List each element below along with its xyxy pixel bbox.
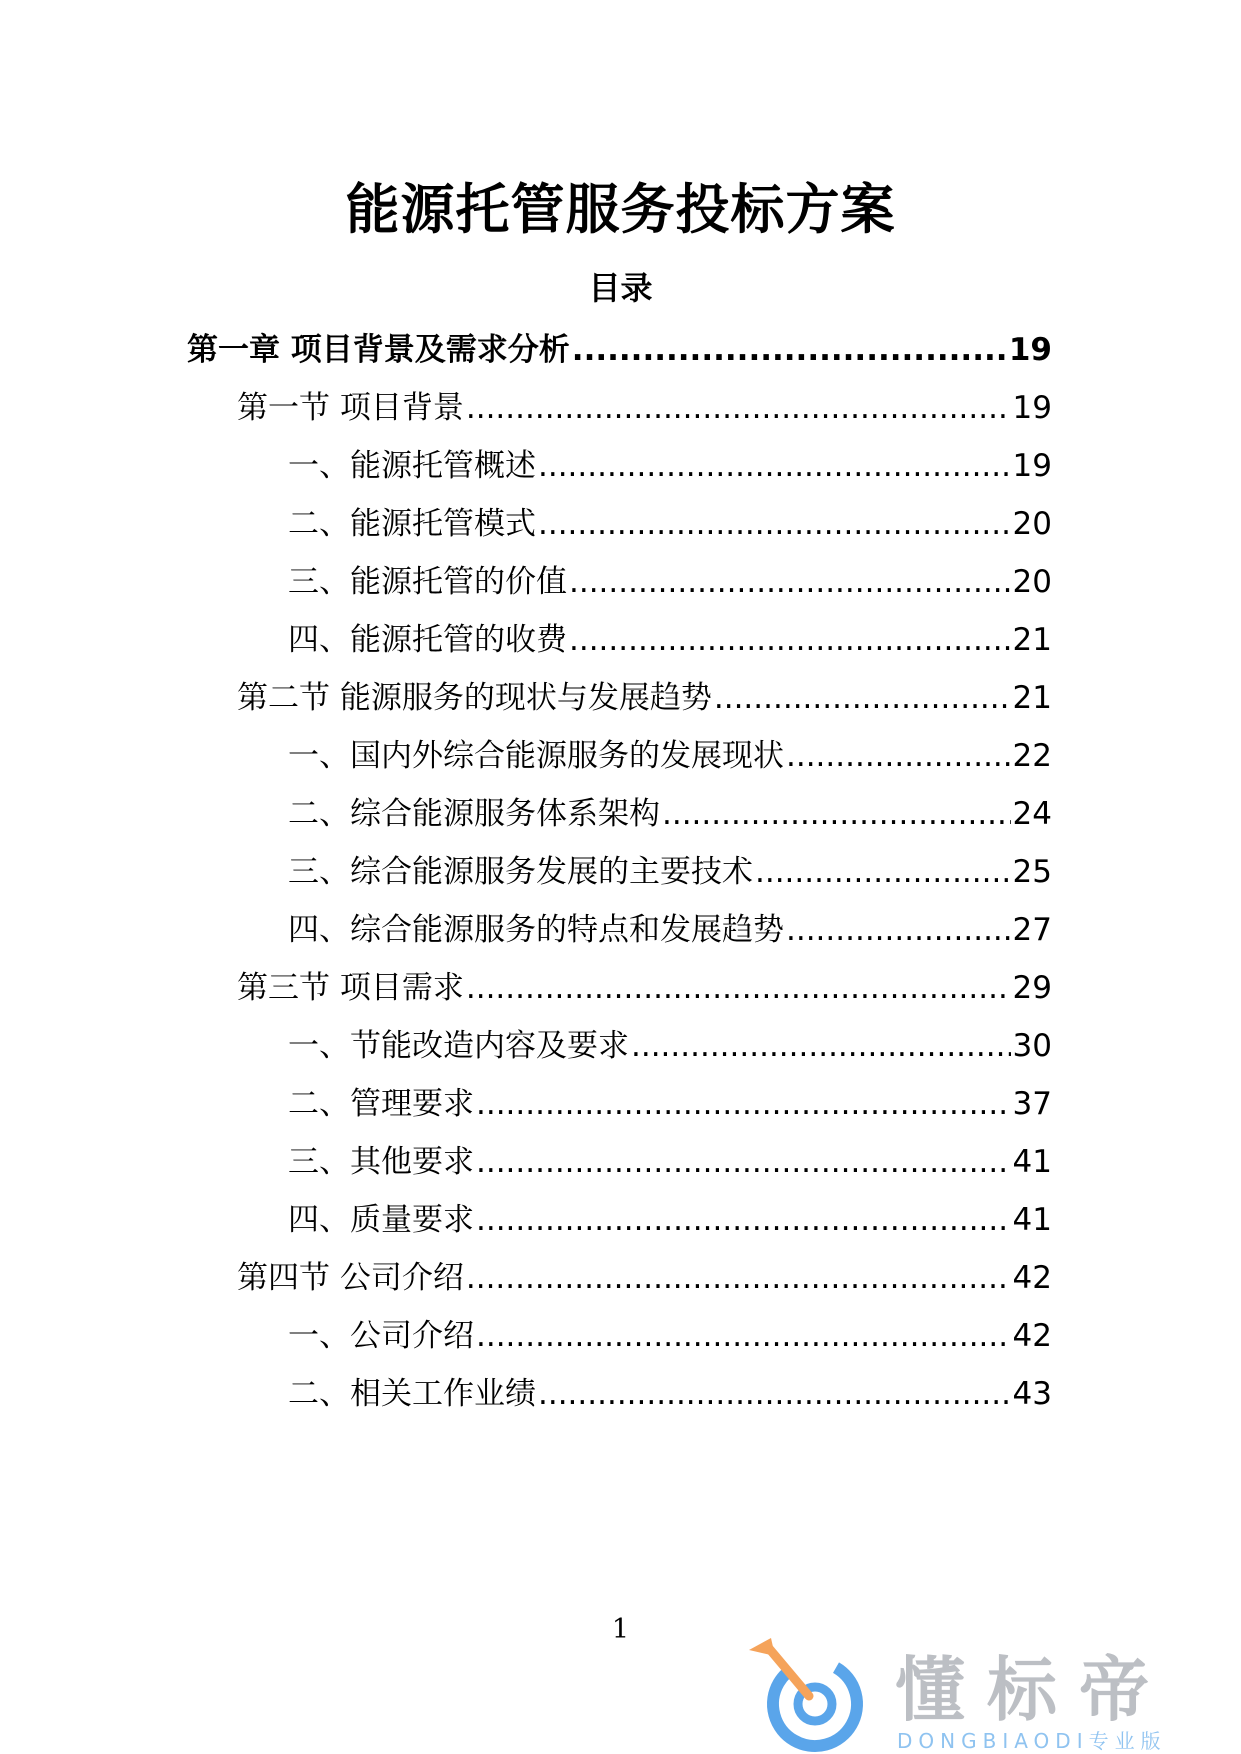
toc-entry[interactable] [288,908,1052,952]
toc-entry[interactable] [288,502,1052,546]
toc-entry-page: 41 [1012,1144,1052,1180]
toc-entry-page: 27 [1012,912,1052,948]
toc-entry-page: 42 [1012,1260,1052,1296]
toc-entry-page: 19 [1012,448,1052,484]
toc-entry[interactable] [237,1256,1052,1300]
toc-entry-label: 一、国内外综合能源服务的发展现状 [288,738,784,774]
toc-dot-leader [786,908,1011,952]
toc-dot-leader [569,618,1011,662]
toc-dot-leader [476,1140,1011,1184]
toc-dot-leader [572,328,1007,372]
toc-dot-leader [755,850,1011,894]
toc-entry-label: 三、其他要求 [288,1144,474,1180]
page-number: 1 [611,1614,630,1645]
toc-entry[interactable] [288,1082,1052,1126]
toc-entry[interactable] [288,560,1052,604]
toc-entry-page: 21 [1012,622,1052,658]
toc-entry[interactable] [288,792,1052,836]
toc-entry-page: 29 [1012,970,1052,1006]
toc-dot-leader [466,1256,1011,1300]
toc-entry-label: 四、综合能源服务的特点和发展趋势 [288,912,784,948]
toc-entry-label: 第二节 能源服务的现状与发展趋势 [237,680,712,716]
watermark [745,1636,1225,1754]
toc-entry-label: 第三节 项目需求 [237,970,464,1006]
toc-dot-leader [631,1024,1011,1068]
toc-entry-label: 第四节 公司介绍 [237,1260,464,1296]
toc-dot-leader [538,1372,1011,1416]
toc-dot-leader [466,386,1011,430]
watermark-subtitle: DONGBIAODI专业版 [897,1729,1167,1753]
toc-dot-leader [476,1082,1011,1126]
document-title: 能源托管服务投标方案 [345,178,896,241]
toc-entry[interactable] [288,850,1052,894]
toc-entry-label: 四、能源托管的收费 [288,622,567,658]
toc-entry-label: 一、节能改造内容及要求 [288,1028,629,1064]
toc-dot-leader [714,676,1011,720]
toc-dot-leader [466,966,1011,1010]
toc-entry[interactable] [288,1024,1052,1068]
toc-entry-page: 25 [1012,854,1052,890]
toc-entry-page: 30 [1012,1028,1052,1064]
toc-dot-leader [662,792,1011,836]
toc-entry[interactable] [288,734,1052,778]
toc-entry-label: 四、质量要求 [288,1202,474,1238]
toc-dot-leader [569,560,1011,604]
toc-entry-page: 21 [1012,680,1052,716]
toc-entry-label: 二、管理要求 [288,1086,474,1122]
toc-entry-page: 24 [1012,796,1052,832]
toc-dot-leader [538,444,1011,488]
toc-entry-page: 19 [1008,332,1052,368]
toc-entry[interactable] [288,1140,1052,1184]
toc-entry-page: 22 [1012,738,1052,774]
toc-entry-label: 三、能源托管的价值 [288,564,567,600]
toc-entry-label: 第一节 项目背景 [237,390,464,426]
toc-entry[interactable] [288,618,1052,662]
toc-entry-page: 37 [1012,1086,1052,1122]
toc-entry-page: 19 [1012,390,1052,426]
toc-entry[interactable] [237,676,1052,720]
toc-entry-label: 一、公司介绍 [288,1318,474,1354]
toc-entry-label: 第一章 项目背景及需求分析 [187,332,570,368]
toc-entry-label: 一、能源托管概述 [288,448,536,484]
toc-entry[interactable] [288,1372,1052,1416]
toc-entry-page: 20 [1012,564,1052,600]
toc-entry[interactable] [288,1198,1052,1242]
toc-entry-page: 42 [1012,1318,1052,1354]
watermark-brand-name: 懂标帝 [895,1649,1171,1731]
toc-entry[interactable] [187,328,1052,372]
toc-entry[interactable] [288,444,1052,488]
toc-entry[interactable] [288,1314,1052,1358]
toc-entry-page: 20 [1012,506,1052,542]
toc-entry-page: 41 [1012,1202,1052,1238]
toc-dot-leader [476,1198,1011,1242]
toc-entry-label: 二、能源托管模式 [288,506,536,542]
toc-entry-label: 三、综合能源服务发展的主要技术 [288,854,753,890]
target-arrow-icon [745,1636,870,1754]
toc-entry[interactable] [237,386,1052,430]
toc-dot-leader [476,1314,1011,1358]
toc-entry[interactable] [237,966,1052,1010]
toc-entry-label: 二、综合能源服务体系架构 [288,796,660,832]
toc-dot-leader [538,502,1011,546]
toc-heading: 目录 [588,269,653,307]
toc-entry-label: 二、相关工作业绩 [288,1376,536,1412]
toc-entry-page: 43 [1012,1376,1052,1412]
toc-dot-leader [786,734,1011,778]
